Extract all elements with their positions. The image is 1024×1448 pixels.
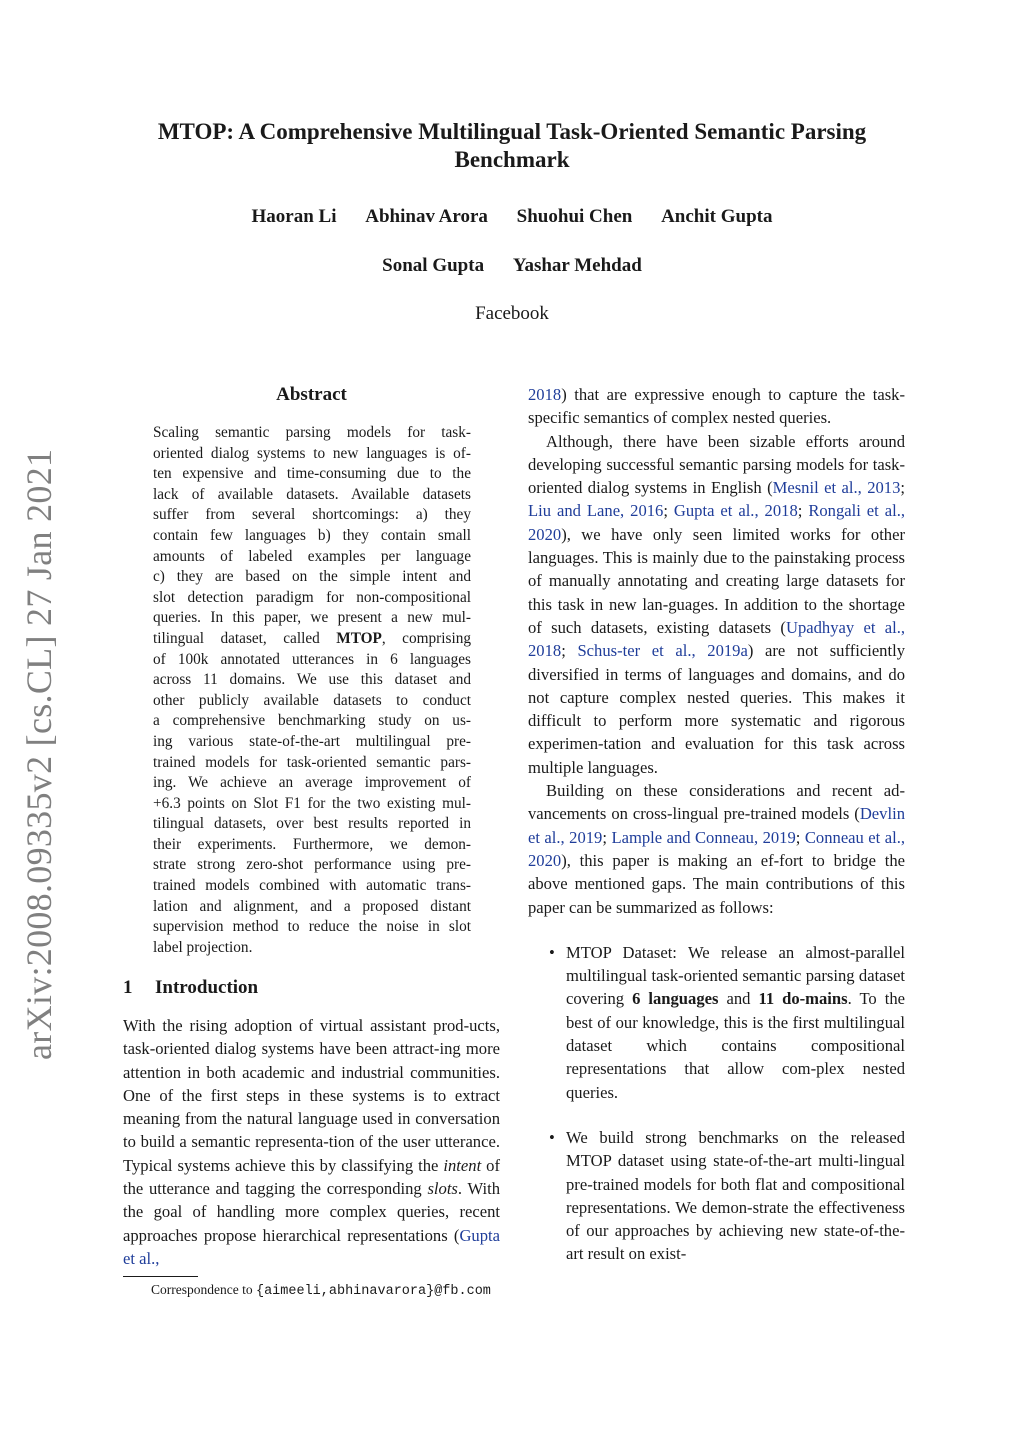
abstract-line: label projection. — [153, 938, 253, 956]
section-title: Introduction — [155, 977, 259, 998]
author: Shuohui Chen — [516, 206, 633, 227]
right-column — [528, 383, 905, 1266]
abstract-line: other publicly available datasets to conduct — [153, 691, 471, 709]
abstract-line: of 100k annotated utterances in 6 languages — [153, 650, 471, 668]
intro-paragraph: With the rising adoption of virtual assistant prod-ucts, task-oriented dialog systems have been attract-ing more attention in both academic and industrial communities. One of the first steps in these systems is to extract meaning from the natural language used in conversation to build a semantic representa-tion of the user utterance. Typical systems achieve this by classifying the intent of the utterance and tagging the corresponding slots. With the goal of handling more complex queries, recent approaches propose hierarchical representations (Gupta et al., — [123, 1016, 500, 1268]
paper-title-line2: Benchmark — [454, 147, 570, 172]
paragraph: 2018) that are expressive enough to capture the task-specific semantics of complex nested queries. — [528, 385, 905, 428]
abstract-heading: Abstract — [276, 384, 347, 405]
citation-link[interactable]: Lample and Conneau, 2019 — [611, 827, 796, 847]
abstract-line: across 11 domains. We use this dataset and — [153, 671, 471, 689]
footnote-email: {aimeeli,abhinavarora}@fb.com — [255, 1284, 491, 1299]
bullet-icon: • — [549, 1127, 555, 1147]
abstract-body — [153, 423, 471, 958]
author: Sonal Gupta — [382, 255, 485, 276]
abstract-line: trained models for task-oriented semantic pars- — [153, 753, 471, 771]
paper-title — [0, 118, 1024, 174]
citation-link[interactable]: Schus-ter et al., 2019a — [577, 641, 748, 661]
abstract-line: supervision method to reduce the noise in slot — [153, 918, 471, 936]
abstract-line: a comprehensive benchmarking study on us- — [153, 712, 471, 730]
abstract-line: tilingual dataset, called MTOP, comprising — [153, 629, 471, 647]
author: Anchit Gupta — [661, 206, 773, 227]
list-item: • MTOP Dataset: We release an almost-parallel multilingual task-oriented semantic parsing dataset covering 6 languages and 11 do-mains. To the best of our knowledge, this is the first multilingual dataset which contains compositional representations that allow com-plex nested queries. — [549, 942, 905, 1102]
abstract-line: tilingual datasets, over best results reported in — [153, 815, 471, 833]
citation-link[interactable]: Mesnil et al., 2013 — [772, 478, 901, 498]
paragraph: Building on these considerations and recent ad-vancements on cross-lingual pre-trained models (Devlin et al., 2019; Lample and Conneau, 2019; Conneau et al., 2020), this paper is making an ef-fort to bridge the above mentioned gaps. The main contributions of this paper can be summarized as follows: — [528, 781, 906, 917]
arxiv-identifier: arXiv:2008.09335v2 [cs.CL] 27 Jan 2021 — [19, 448, 59, 1060]
abstract-line: suffer from several shortcomings: a) they — [153, 506, 471, 524]
authors-row-2 — [0, 255, 1024, 277]
abstract-line: contain few languages b) they contain small — [153, 526, 471, 544]
paper-title-line1: MTOP: A Comprehensive Multilingual Task-Oriented Semantic Parsing — [157, 119, 867, 144]
abstract-line: ing various state-of-the-art multilingual pre- — [153, 732, 471, 750]
abstract-line: amounts of labeled examples per language — [153, 547, 471, 565]
abstract-line: oriented dialog systems to new languages is of- — [153, 444, 471, 462]
section-heading — [123, 977, 258, 999]
citation-link[interactable]: 2018 — [528, 385, 562, 404]
abstract-line: Scaling semantic parsing models for task- — [153, 424, 471, 441]
abstract-line: c) they are based on the simple intent and — [153, 568, 471, 586]
citation-link[interactable]: Liu and Lane, 2016 — [528, 501, 664, 521]
author: Yashar Mehdad — [512, 255, 642, 276]
abstract-line: slot detection paradigm for non-compositional — [153, 588, 471, 606]
citation-link[interactable]: Gupta et al., 2018 — [673, 501, 798, 521]
footnote-label: Correspondence to — [151, 1282, 253, 1297]
abstract-line: their experiments. Furthermore, we demon- — [153, 835, 471, 853]
list-item: • We build strong benchmarks on the released MTOP dataset using state-of-the-art multi-lingual pre-trained models for both flat and compositional representations. We demon-strate the effectiveness of our approaches by achieving new state-of-the-art result on exist- — [549, 1127, 905, 1264]
abstract-line: queries. In this paper, we present a new mul- — [153, 609, 471, 627]
section-number: 1 — [123, 977, 133, 998]
abstract-line: strate strong zero-shot performance using pre- — [153, 856, 471, 874]
abstract-line: lack of available datasets. Available datasets — [153, 485, 471, 503]
author: Abhinav Arora — [365, 206, 488, 227]
footnote-rule — [123, 1276, 198, 1277]
abstract-line: trained models combined with automatic trans- — [153, 877, 471, 895]
abstract-line: ing. We achieve an average improvement of — [153, 774, 471, 792]
authors-row-1 — [0, 206, 1024, 228]
abstract-line: +6.3 points on Slot F1 for the two existing mul- — [153, 794, 471, 812]
citation-link[interactable]: Conneau et al., 2020 — [528, 827, 906, 870]
term-intent: intent — [443, 1155, 482, 1175]
contributions-list — [528, 941, 905, 1266]
abstract-line: lation and alignment, and a proposed distant — [153, 897, 471, 915]
citation-link[interactable]: Rongali et al., 2020 — [528, 501, 905, 544]
footnote — [123, 1281, 500, 1301]
paragraph: Although, there have been sizable efforts around developing successful semantic parsing models for task-oriented dialog systems in English (Mesnil et al., 2013; Liu and Lane, 2016; Gupta et al., 2018; Rongali et al., 2020), we have only seen limited works for other languages. This is mainly due to the painstaking process of manually annotating and creating large datasets for this task in new lan-guages. In addition to the shortage of such datasets, existing datasets (Upadhyay et al., 2018; Schus-ter et al., 2019a) are not sufficiently diversified in terms of languages and domains, and do not capture complex nested queries. This makes it difficult to perform more systematic and rigorous experimen-tation and evaluation for this task across multiple languages. — [528, 431, 906, 777]
author: Haoran Li — [251, 206, 337, 227]
affiliation: Facebook — [475, 303, 549, 324]
citation-link[interactable]: Upadhyay et al., 2018 — [528, 617, 905, 661]
citation-link[interactable]: Gupta et al., — [123, 1225, 500, 1268]
bullet-icon: • — [549, 942, 555, 962]
citation-link[interactable]: Devlin et al., 2019 — [528, 804, 905, 847]
abstract-line: ten expensive and time-consuming due to the — [153, 465, 471, 483]
term-slots: slots — [427, 1179, 458, 1199]
